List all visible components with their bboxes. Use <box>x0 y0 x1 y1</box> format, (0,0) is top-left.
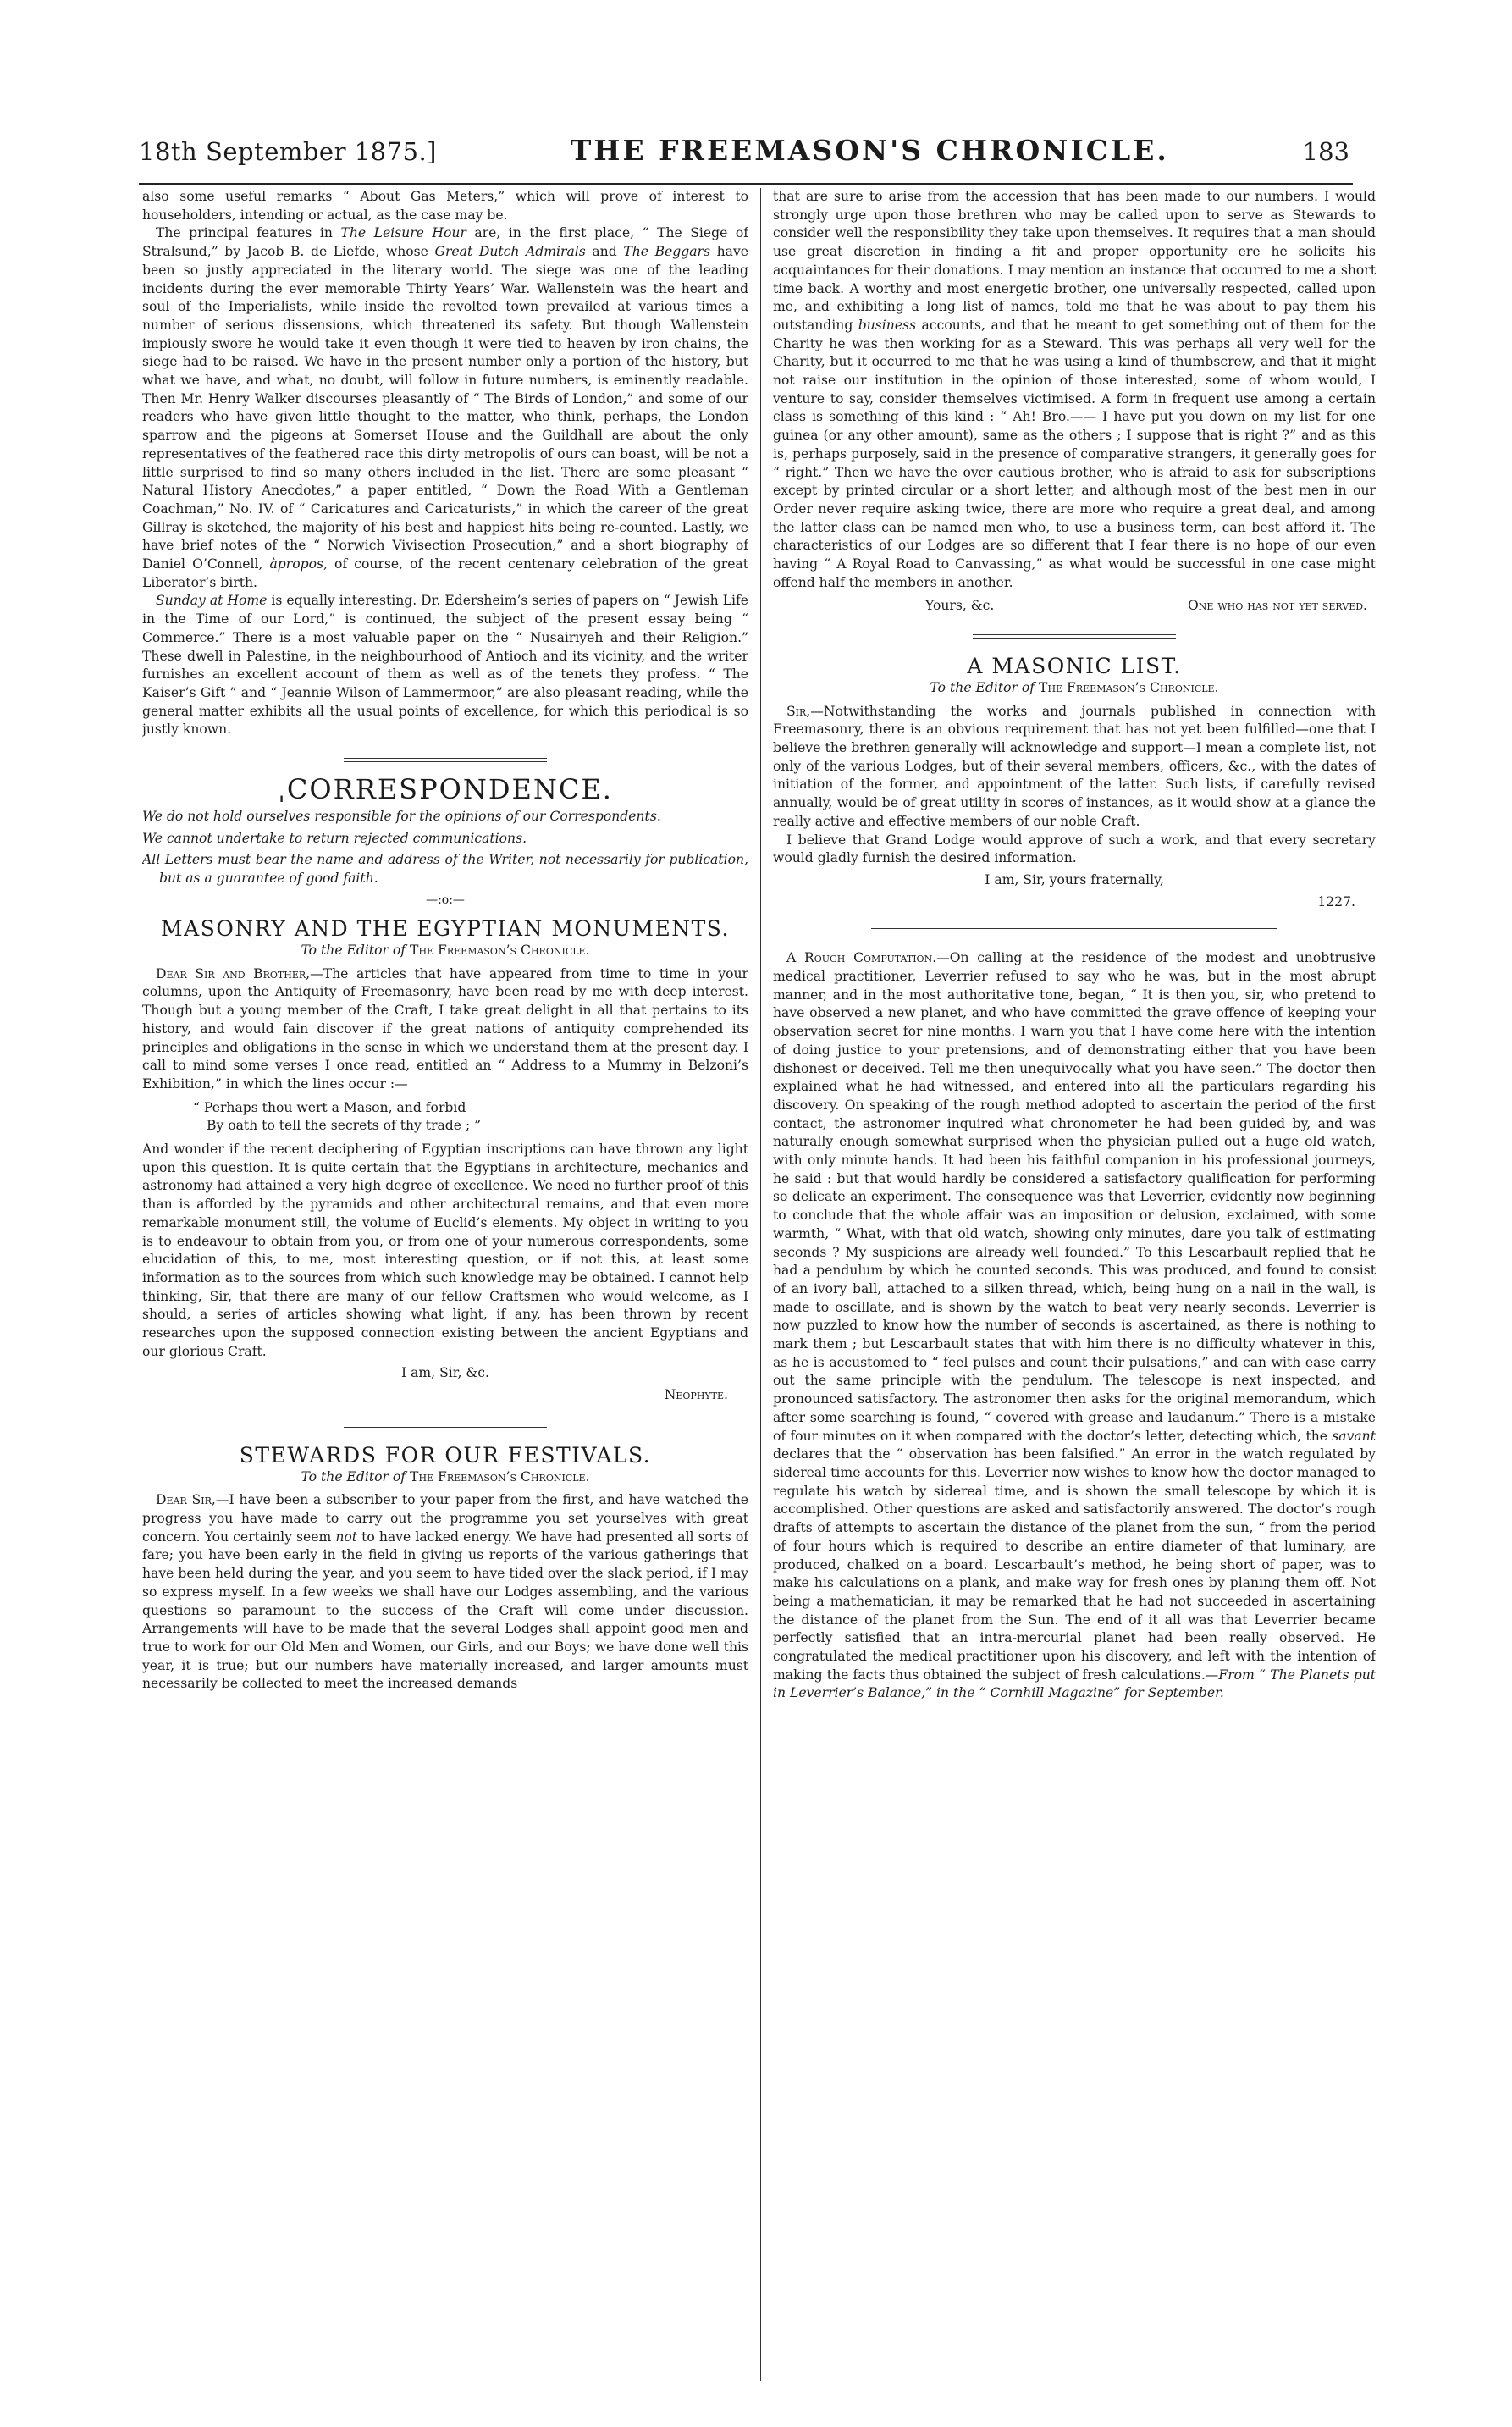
section-separator <box>344 758 547 762</box>
article-paragraph: A Rough Computation.—On calling at the residence of the modest and unobtrusive medical practitioner, Leverrier refused to say who he was, but in the most abrupt manner, and in the most authoritative tone, began, “ It is then you, sir, who pretend to have observed a new planet, and who have committed the grave offence of keeping your observation secret for nine months. I warn you that I have come here with the intention of doing justice to your pretensions, and of demonstrating either that you have been dishonest or deceived. Tell me then unequivocally what you have seen.” The doctor then explained what he had witnessed, and entered into all the particulars regarding his discovery. On speaking of the rough method adopted to ascertain the period of the first contact, the astronomer inquired what chronometer he had been guided by, and was naturally enough somewhat surprised when the physician pulled out a huge old watch, with only minute hands. It had been his faithful companion in his professional journeys, he said : but that would hardly be considered a satisfactory qualification for performing so delicate an experiment. The consequence was that Leverrier, evidently now beginning to conclude that the whole affair was an imposition or delusion, exclaimed, with some warmth, “ What, with that old watch, showing only minutes, dare you talk of estimating seconds ? My suspicions are already well founded.” To this Lescarbault replied that he had a pendulum by which he counted seconds. This was produced, and found to consist of an ivory ball, attached to a silken thread, which, being hung on a nail in the wall, is made to oscillate, and is shown by the watch to beat very nearly seconds. Leverrier is now puzzled to know how the number of seconds is ascertained, as there is nothing to mark them ; but Lescarbault states that with him there is no difficulty whatever in this, as he is accustomed to “ feel pulses and count their pulsations,” and can with ease carry out the same principle with the pendulum. The telescope is next inspected, and pronounced satisfactory. The astronomer then asks for the original memorandum, which after some searching is found, “ covered with grease and laudanum.” There is a mistake of four minutes on it when compared with the doctor’s letter, detecting which, the savant declares that the “ observation has been falsified.” An error in the watch regulated by sidereal time accounts for this. Leverrier now wishes to know how the doctor managed to regulate his watch by sidereal time, and is shown the small telescope by which it is accomplished. Other questions are asked and satisfactorily answered. The doctor’s rough drafts of attempts to ascertain the distance of the planet from the sun, “ from the period of four hours which is required to describe an entire diameter of that luminary, are produced, chalked on a board. Lescarbault’s method, he being short of paper, was to make his calculations on a plank, and make way for fresh ones by planing them off. Not being a mathematician, it may be remarked that he had not succeeded in ascertaining the distance of the planet from the Sun. The end of it all was that Leverrier became perfectly satisfied that an intra-mercurial planet had been really observed. He congratulated the medical practitioner upon his discovery, and left with the intention of making the facts thus obtained the subject of fresh calculations.—From “ The Planets put in Leverrier’s Balance,” in the “ Cornhill Magazine” for September. <box>773 950 1376 1701</box>
letter-paragraph: Dear Sir,—I have been a subscriber to your paper from the first, and have watched the progress you have made to carry out the programme you set yourselves with great concern. You certainly seem not to have lacked energy. We have had presented all sorts of fare; you have been early in the field in giving us reports of the various gatherings that have been held during the year, and you seem to have tided over the slack period, if I may so express myself. In a few weeks we shall have our Lodges assembling, and the various questions so paramount to the success of the Craft will come under discussion. Arrangements will have to be made that the several Lodges shall appoint good men and true to work for our Old Men and Women, our Girls, and our Boys; we have done well this year, it is true; but our numbers have materially increased, and larger amounts must necessarily be collected to meet the increased demands <box>142 1492 748 1692</box>
section-separator <box>973 634 1176 639</box>
review-paragraph: The principal features in The Leisure Hour are, in the first place, “ The Siege of Stralsund,” by Jacob B. de Liefde, whose Great Dutch Admirals and The Beggars have been so justly appreciated in the literary world. The siege was one of the leading incidents during the ever memorable Thirty Years’ War. Wallenstein was the heart and soul of the Imperialists, while inside the revolted town prevailed at various times a number of serious dissensions, which threatened its safety. But though Wallenstein impiously swore he would take it even though it were tied to heaven by iron chains, the siege had to be raised. We have in the present number only a portion of the history, but what we have, and what, no doubt, will follow in future numbers, is eminently readable. Then Mr. Henry Walker discourses pleasantly of “ The Birds of London,” and some of our readers who have given little thought to the matter, who think, perhaps, the London sparrow and the pigeons at Somerset House and the Guildhall are about the only representatives of the feathered race this dirty metropolis of ours can boast, will be not a little surprised to find so many others included in the list. There are some pleasant “ Natural History Anecdotes,” a paper entitled, “ Down the Road With a Gentleman Coachman,” No. IV. of “ Caricatures and Caricaturists,” in which the career of the great Gillray is sketched, the majority of his best and happiest hits being re-counted. Lastly, we have brief notes of the “ Norwich Vivisection Prosecution,” and a short biography of Daniel O’Connell, àpropos, of course, of the recent centenary celebration of the great Liberator’s birth. <box>142 225 748 590</box>
letter-paragraph: that are sure to arise from the accession that has been made to our numbers. I would strongly urge upon those brethren who may be called upon to serve as Stewards to consider well the responsibility they take upon themselves. It requires that a man should use great discretion in finding a fit and proper opportunity ere he solicits his acquaintances for their donations. I may mention an instance that occurred to me a short time back. A worthy and most energetic brother, one universally respected, called upon me, and exhibiting a long list of names, told me that he was about to pay them his outstanding business accounts, and that he meant to get something out of them for the Charity he was then working for as a Steward. This was perhaps all very well for the Charity, but it occurred to me that he was using a kind of thumbscrew, and that it might not raise our institution in the opinion of those interested, some of whom would, I venture to say, consider themselves victimised. A form in frequent use among a certain class is something of this kind : “ Ah! Bro.—— I have put you down on my list for one guinea (or any other amount), same as the others ; I suppose that is right ?” and as this is, perhaps purposely, said in the presence of comparative strangers, it generally goes for “ right.” Then we have the over cautious brother, who is afraid to ask for subscriptions except by printed circular or a short letter, and although most of the best men in our Order never require asking twice, there are more who require a great deal, and among the latter class can be named men who, to use a business term, can best afford it. The characteristics of our Lodges are so different that I fear there is no hope of our even having “ A Royal Road to Canvassing,” as what would be successful in one case might offend half the members in another. <box>773 189 1376 590</box>
column-divider <box>760 188 761 2381</box>
letter-paragraph: And wonder if the recent deciphering of Egyptian inscriptions can have thrown any light upon this question. It is quite certain that the Egyptians in architecture, mechanics and astronomy had attained a very high degree of excellence. We need no further proof of this than is afforded by the pyramids and other architectural remains, and that even more remarkable monument still, the volume of Euclid’s elements. My object in writing to you is to endeavour to obtain from you, or from one of your numerous correspondents, some elucidation of this, to me, most interesting question, or if not this, at least some information as to the sources from which such knowledge may be obtained. I cannot help thinking, Sir, that there are many of our fellow Craftsmen who would welcome, as I should, a series of articles showing what light, if any, has been thrown by recent researches upon the supposed connection existing between the ancient Egyptians and our glorious Craft. <box>142 1142 748 1359</box>
article-heading: STEWARDS FOR OUR FESTIVALS. <box>239 1442 652 1468</box>
letter-paragraph: Dear Sir and Brother,—The articles that have appeared from time to time in your columns, upon the Antiquity of Freemasonry, have been read by me with deep interest. Though but a young member of the Craft, I take great delight in all that pertains to its history, and would fain discover if the great nations of antiquity comprehended its principles and obligations in the sense in which we understand them at the present day. I call to mind some verses I once read, entitled an “ Address to a Mummy in Belzoni’s Exhibition,” in which the lines occur :— <box>142 965 748 1092</box>
issue-date: 18th September 1875.] <box>139 137 438 166</box>
letter-closing: I am, Sir, &c. <box>400 1365 489 1381</box>
section-separator <box>344 1424 547 1428</box>
article-heading: MASONRY AND THE EGYPTIAN MONUMENTS. <box>161 916 730 942</box>
review-paragraph: Sunday at Home is equally interesting. Dr. Edersheim’s series of papers on “ Jewish Life in the Time of our Lord,” is continued, the subject of the present essay being “ Commerce.” There is a most valuable paper on the “ Nusairiyeh and their Religion.” These dwell in Palestine, in the neighbourhood of Antioch and its vicinity, and the writer furnishes an excellent account of them as well as of the tenets they profess. “ The Kaiser’s Gift ” and “ Jeannie Wilson of Lammermoor,” are also pleasant reading, while the general matter exhibits all the usual points of excellence, for which this periodical is so justly known. <box>142 593 748 738</box>
verse-quote: “ Perhaps thou wert a Mason, and forbid By oath to tell the secrets of thy trade ; ” <box>193 1099 482 1134</box>
editorial-notice: We do not hold ourselves responsible for the opinions of our Correspondents. We cannot undertake to return rejected communications. All Letters must bear the name and address of the Writer, not necessarily for publication, but as a guarantee of good faith. <box>142 808 748 886</box>
letter-signature: Yours, &c. One who has not yet served. <box>925 598 1367 614</box>
ornament-separator: —:o:— <box>426 893 465 907</box>
letter-closing: I am, Sir, yours fraternally, <box>985 871 1164 887</box>
letter-paragraph: I believe that Grand Lodge would approve of such a work, and that every secretary would gladly furnish the desired information. <box>773 832 1376 866</box>
article-subheading: To the Editor of The Freemason’s Chronicle. <box>930 679 1219 695</box>
letter-paragraph: Sir,—Notwithstanding the works and journals published in connection with Freemasonry, there is an obvious requirement that has not yet been fulfilled—one that I believe the brethren generally will acknowledge and support—I mean a complete list, not only of the various Lodges, but of their several members, officers, &c., with the dates of initiation of the former, and appointment of the latter. Such lists, if carefully revised annually, would be of great utility in scores of instances, as it would show at a glance the really active and effective members of our noble Craft. <box>773 703 1376 829</box>
article-subheading: To the Editor of The Freemason’s Chronicle. <box>301 943 590 959</box>
letter-signature: 1227. <box>1317 893 1355 909</box>
section-separator <box>871 928 1277 932</box>
newspaper-title: THE FREEMASON'S CHRONICLE. <box>570 134 1169 167</box>
article-heading: A MASONIC LIST. <box>967 654 1182 679</box>
page-number: 183 <box>1302 137 1349 166</box>
masthead <box>139 134 1349 185</box>
article-subheading: To the Editor of The Freemason’s Chronicle. <box>301 1468 590 1484</box>
review-paragraph: also some useful remarks “ About Gas Meters,” which will prove of interest to householders, intending or actual, as the case may be. <box>142 189 748 223</box>
right-column <box>773 188 1376 2390</box>
correspondence-heading: ˌCORRESPONDENCE. <box>278 773 613 806</box>
letter-signature: Neophyte. <box>664 1387 728 1403</box>
left-column <box>142 188 748 2390</box>
masthead-rule <box>139 183 1353 185</box>
